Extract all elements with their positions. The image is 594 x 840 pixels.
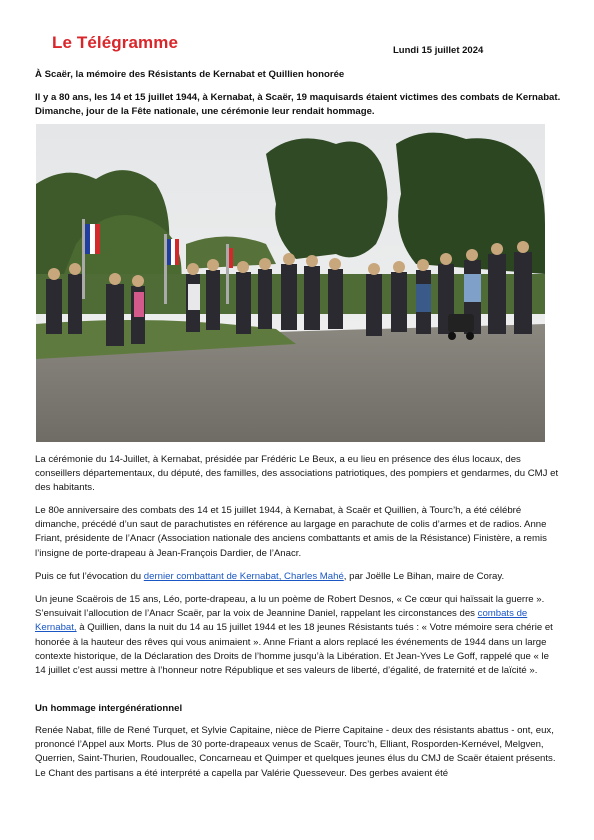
newspaper-logo: Le Télégramme [52,33,179,52]
paragraph-1 [35,453,561,496]
paragraph-2 [35,504,561,561]
publication-date: Lundi 15 juillet 2024 [393,45,484,56]
paragraph-3 [35,570,561,584]
paragraph-2-text: Le 80e anniversaire des combats des 14 et 15 juillet 1944, à Kernabat, à Scaër et Quillien, à Tourc’h, a été célébré dimanche, précédé d’un saut de parachutistes en référence au largage en parachute de colis d’armes et de radios. Anne Friant, présidente de l’Anacr (Association nationale des anciens combattants et amis de la Résistance) Finistère, a remis l’insigne de porte-drapeau à Jean-François Dardier, de l’Anacr. [35,505,547,559]
section-subheading: Un hommage intergénérationnel [35,703,183,714]
article-lead: Il y a 80 ans, les 14 et 15 juillet 1944, à Kernabat, à Scaër, 19 maquisards étaient victimes des combats de Kernabat. Dimanche, jour de la Fête nationale, une cérémonie leur rendait hommage. [35,92,561,117]
paragraph-3-text-end: , par Joëlle Le Bihan, maire de Coray. [343,571,505,582]
article-title: À Scaër, la mémoire des Résistants de Kernabat et Quillien honorée [35,69,345,80]
paragraph-4-text-end: à Quillien, dans la nuit du 14 au 15 juillet 1944 et les 18 jeunes Résistants tués : « Votre mémoire sera chérie et honorée à la hauteur des rêves qui vous animaient ». Anne Friant a alors replacé les événements de 1944 dans un large contexte historique, de la Déclaration des Droits de l’homme jusqu’à la Libération. Et Jean-Yves Le Goff, rappelé que « le 14 juillet c’est aussi mettre à l’honneur notre République et ses valeurs de liberté, d’égalité, de fraternité et de laïcité ». [35,622,553,677]
paragraph-3-text-start: Puis ce fut l’évocation du [35,571,144,582]
paragraph-4 [35,593,561,678]
paragraph-4-text-start: Un jeune Scaërois de 15 ans, Léo, porte-drapeau, a lu un poème de Robert Desnos, « Ce cœur qui haïssait la guerre ». S’ensuivait l’allocution de l’Anacr Scaër, par la voix de Jeannine Daniel, rappelant les circonstances des [35,594,545,620]
paragraph-5 [35,724,561,781]
link-charles-mahe[interactable]: dernier combattant de Kernabat, Charles Mahé [143,571,344,582]
link-combats-kernabat[interactable]: combats de Kernabat, [35,608,528,634]
ceremony-photo [36,124,545,442]
paragraph-1-text: La cérémonie du 14-Juillet, à Kernabat, présidée par Frédéric Le Beux, a eu lieu en présence des élus locaux, des conseillers départementaux, du député, des familles, des associations patriotiques, des pompiers et gendarmes, du CMJ et des habitants. [35,454,559,494]
paragraph-5-text: Renée Nabat, fille de René Turquet, et Sylvie Capitaine, nièce de Pierre Capitaine - deux des résistants abattus - ont, eux, prononcé l’Appel aux Morts. Plus de 30 porte-drapeaux venus de Scaër, Tourc’h, Elliant, Rosporden-Kernével, Melgven, Querrien, Saint-Thurien, Roudouallec, Concarneau et Quimper et quelques jeunes élus du CMJ de Scaër étaient présents. Le Chant des partisans a été interprété a capella par Valérie Quesseveur. Des gerbes avaient été [35,725,556,779]
